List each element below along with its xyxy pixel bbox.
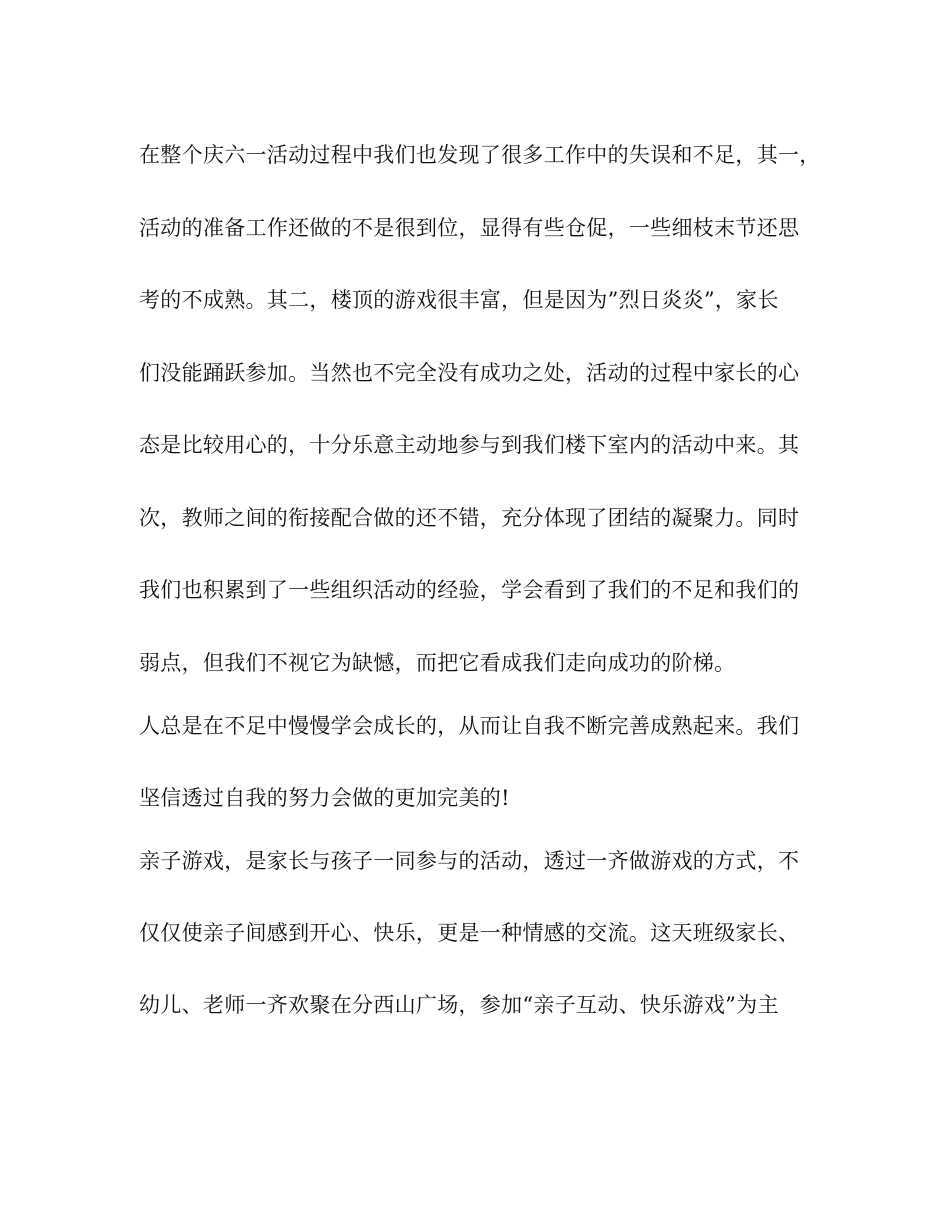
text-line: 仅仅使亲子间感到开心、快乐，更是一种情感的交流。这天班级家长、 bbox=[139, 921, 800, 945]
text-line: 次，教师之间的衔接配合做的还不错，充分体现了团结的凝聚力。同时 bbox=[139, 506, 800, 530]
text-line: 坚信透过自我的努力会做的更加完美的! bbox=[139, 786, 510, 810]
text-line: 们没能踊跃参加。当然也不完全没有成功之处，活动的过程中家长的心 bbox=[139, 361, 800, 385]
text-line: 弱点，但我们不视它为缺憾，而把它看成我们走向成功的阶梯。 bbox=[139, 651, 736, 675]
text-line: 我们也积累到了一些组织活动的经验，学会看到了我们的不足和我们的 bbox=[139, 578, 800, 602]
text-line: 幼儿、老师一齐欢聚在分西山广场，参加“亲子互动、快乐游戏”为主 bbox=[139, 993, 779, 1017]
text-line: 态是比较用心的，十分乐意主动地参与到我们楼下室内的活动中来。其 bbox=[139, 433, 800, 457]
text-line: 亲子游戏，是家长与孩子一同参与的活动，透过一齐做游戏的方式，不 bbox=[139, 849, 800, 873]
text-line: 活动的准备工作还做的不是很到位，显得有些仓促，一些细枝末节还思 bbox=[139, 216, 800, 240]
text-line: 人总是在不足中慢慢学会成长的，从而让自我不断完善成熟起来。我们 bbox=[139, 714, 800, 738]
text-line: 考的不成熟。其二，楼顶的游戏很丰富，但是因为”烈日炎炎”，家长 bbox=[139, 288, 779, 312]
text-line: 在整个庆六一活动过程中我们也发现了很多工作中的失误和不足，其一， bbox=[139, 143, 821, 167]
